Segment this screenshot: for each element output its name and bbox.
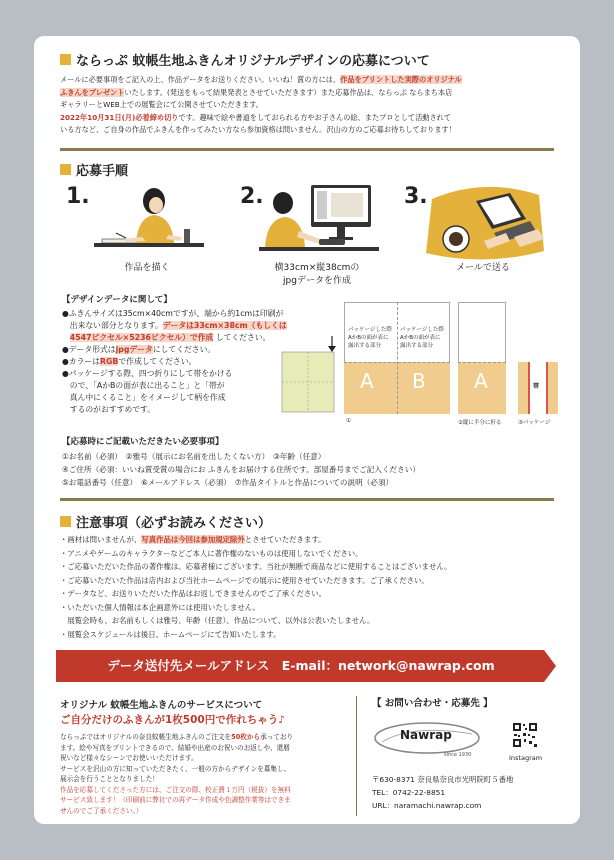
bullet-square-icon xyxy=(60,54,71,65)
diagram-note-text: パッケージした際 xyxy=(400,327,444,333)
service-line: 作品を応募してくださった方には、ご注文の際、校正費１万円（税抜）を無料 xyxy=(60,785,291,794)
design-highlight: jpgデータ xyxy=(115,345,153,354)
contact-address: 〒630-8371 奈良県奈良市光明院町５番地 xyxy=(372,775,514,784)
diagram-note-text: 露出する部分 xyxy=(348,343,382,349)
note-line: ・ご応募いただいた作品は店内および当社ホームページでの展示に使用させていただきます。ご了承ください。 xyxy=(60,575,429,585)
deadline-text: 2022年10月31日(月)必着締め切り xyxy=(60,112,179,122)
face-b-label: B xyxy=(412,369,426,393)
service-line: せんのでご了承ください。） xyxy=(60,806,143,815)
required-line: ①お名前（必須） ②雅号（展示にお名前を出したくない方） ③年齢（任意） xyxy=(62,452,326,461)
page-title xyxy=(60,50,430,69)
intro-line: ギャラリーとWEB上での展覧会にて公開させていただきます。 xyxy=(60,100,263,109)
design-text: ●カラーは xyxy=(62,357,100,366)
notes-title xyxy=(60,512,271,531)
page-title-text: ならっぷ 蚊帳生地ふきんオリジナルデザインの応募について xyxy=(76,54,430,69)
step-caption-3: メールで送る xyxy=(456,263,510,273)
design-highlight: RGB xyxy=(100,357,119,366)
design-line xyxy=(62,380,287,392)
service-line: サービスを沢山の方に知っていただきたく、一般の方からデザインを募集し、 xyxy=(60,764,291,773)
section-divider xyxy=(60,498,554,501)
fold-line xyxy=(458,362,506,363)
note-line: ・ご応募いただいた作品の著作権は、応募者様にございます。当社が無断で商品などに使用することはございません。 xyxy=(60,562,452,571)
intro-text: メールに必要事項をご記入の上、作品データをお送りください。いいね！賞の方には、 xyxy=(60,75,341,84)
service-text: ならっぷではオリジナルの奈良蚊帳生地ふきんのご注文を xyxy=(60,733,232,741)
band-label: 帯 xyxy=(533,383,540,390)
intro-highlight: 作品をプリントした実際のオリジナル xyxy=(340,75,462,84)
diagram-note-text: パッケージした際 xyxy=(348,327,392,333)
design-line: ●パッケージする際、四つ折りにして帯をかける xyxy=(62,369,233,378)
intro-line: いる方など、ご自身の作品でふきんを作ってみたい方なら参加資格は問いません。沢山の方のご応募お待ちしております！ xyxy=(60,125,456,134)
service-line: サービス致します！（印刷前に弊社での再データ作成や色調整作業等はできま xyxy=(60,796,291,804)
required-list xyxy=(62,450,420,489)
step-caption-1: 作品を描く xyxy=(124,263,170,273)
instagram-label: Instagram xyxy=(509,754,543,762)
required-line: ⑤お電話番号（任意） ⑥メールアドレス（必須） ⑦作品タイトルと作品についての説明（必須） xyxy=(62,478,394,487)
intro-line xyxy=(60,112,560,125)
service-line xyxy=(60,732,293,743)
notes-list xyxy=(60,533,452,641)
note-line: ・アニメやゲームのキャラクターなどご本人に著作権のないものは使用しないでください。 xyxy=(60,548,363,558)
required-heading: 【応募時にご記載いただきたい必要事項】 xyxy=(62,437,224,447)
design-text: 出来ない部分となります。 xyxy=(69,321,163,330)
note-line: 展覧会時も、お名前もしくは雅号、年齢（任意）、作品について、以外は公表いたしません。 xyxy=(60,616,375,625)
step-caption-2b: jpgデータを作成 xyxy=(283,276,351,286)
fold-line xyxy=(397,302,398,414)
design-heading: 【デザインデータに関して】 xyxy=(62,295,172,305)
note-text: ・画材は問いませんが、 xyxy=(60,535,142,544)
diagram-caption-3: ③パッケージ xyxy=(518,420,551,426)
contact-url[interactable]: URL：naramachi.nawrap.com xyxy=(372,801,482,810)
diagram-caption-2: ②縦に半分に折る xyxy=(458,420,502,426)
bullet-square-icon xyxy=(60,516,71,527)
design-highlight: データは33cm×38cm（もしくは xyxy=(162,321,287,330)
since-text: since 1930 xyxy=(444,752,472,758)
note-line xyxy=(60,533,452,547)
qr-code-icon[interactable] xyxy=(512,722,538,748)
design-line: ●ふきんサイズは35cm×40cmですが、端から約1cmは印刷が xyxy=(62,309,284,318)
intro-text: です。趣味で絵や書道をしておられる方やお子さんの絵、またプロとして活動されて xyxy=(178,112,452,122)
note-line: ・展覧会スケジュールは後日、ホームページにて告知いたします。 xyxy=(60,629,281,639)
fabric-full-diagram xyxy=(278,336,338,416)
step-caption-2: 横33cm×縦38cmの xyxy=(274,263,360,273)
design-text: 真ん中にくること」をイメージして柄を作成 xyxy=(69,393,226,402)
email-address-link[interactable]: データ送付先メールアドレス E-mail：network@nawrap.com xyxy=(107,658,495,673)
diagram-note-text: 露出する部分 xyxy=(400,343,434,349)
nawrap-logo xyxy=(372,720,482,760)
intro-paragraph xyxy=(60,74,560,137)
diagram-note-text: AかBの面が表に xyxy=(400,335,441,341)
design-highlight: 4547ピクセル×5236ピクセル）で作成 xyxy=(69,333,214,342)
diagram-note-text: AかBの面が表に xyxy=(348,335,389,341)
steps-title xyxy=(60,160,128,179)
computer-person-icon xyxy=(259,181,379,266)
note-highlight: 写真作品は今回は参加規定除外 xyxy=(141,535,245,544)
fold-line xyxy=(344,362,450,363)
design-text: にしてください。 xyxy=(152,345,216,354)
service-line: 展示会を行うこととなりました！ xyxy=(60,775,159,783)
design-line xyxy=(62,332,287,344)
email-banner xyxy=(56,650,556,682)
design-text: ●データ形式は xyxy=(62,345,116,354)
face-a-label-2: A xyxy=(474,369,488,393)
service-subtitle: ご自分だけのふきんが1枚500円で作れちゃう♪ xyxy=(60,714,285,726)
design-line xyxy=(62,356,287,368)
note-text: とさせていただきます。 xyxy=(244,535,326,544)
step-number-3: 3. xyxy=(404,184,428,209)
diagram-note-left xyxy=(348,326,392,350)
design-text: してください。 xyxy=(215,333,271,342)
intro-text: いたします。(発送をもって結果発表とさせていただきます）また応募作品は、ならっぷ ならまち本店 xyxy=(124,87,453,97)
service-body xyxy=(60,732,293,816)
drawing-person-icon xyxy=(94,181,204,266)
required-line: ④ご住所（必須：いいね賞受賞の場合にお ふきんをお届けする住所です。部屋番号までご記入ください） xyxy=(62,465,420,474)
note-line: ・いただいた個人情報は本企画意外には使用いたしません。 xyxy=(60,602,260,612)
laptop-mail-icon xyxy=(414,181,549,266)
design-line xyxy=(62,404,287,416)
face-a-label: A xyxy=(360,369,374,393)
logo-text: Nawrap xyxy=(400,728,452,742)
intro-line xyxy=(60,87,560,100)
note-line: ・データなど、お送りいただいた作品はお返しできませんのでご了承ください。 xyxy=(60,589,327,598)
design-bullets xyxy=(62,308,287,416)
service-line: 祝いなど様々なシーンでお使いいただけます。 xyxy=(60,754,198,762)
design-line xyxy=(62,320,287,332)
service-title: オリジナル 蚊帳生地ふきんのサービスについて xyxy=(60,700,263,711)
step-number-2: 2. xyxy=(240,184,264,209)
contact-tel: TEL：0742-22-8851 xyxy=(372,788,446,797)
service-text: 承っており xyxy=(260,733,294,741)
notes-title-text: 注意事項（必ずお読みください） xyxy=(76,516,272,531)
intro-highlight: ふきんをプレゼント xyxy=(60,87,125,97)
flyer-card xyxy=(34,36,580,824)
design-line xyxy=(62,344,287,356)
bullet-square-icon xyxy=(60,164,71,175)
design-text: ので、「AかBの面が表に出ること」と「帯が xyxy=(69,381,225,390)
service-highlight: 50枚から xyxy=(231,733,261,741)
service-line: ます。絵や写真をプリントできるので、結婚や出産のお祝いのお返しや、還暦 xyxy=(60,743,290,752)
diagram-note-right xyxy=(400,326,444,350)
design-text: で作成してください。 xyxy=(118,357,197,366)
step-number-1: 1. xyxy=(66,184,90,209)
steps-title-text: 応募手順 xyxy=(76,164,129,179)
diagram-caption-1: ① xyxy=(346,418,351,424)
intro-line xyxy=(60,74,560,87)
design-text: するのがおすすめです。 xyxy=(69,405,156,414)
section-divider xyxy=(60,148,554,151)
contact-heading: 【 お問い合わせ・応募先 】 xyxy=(372,698,493,709)
vertical-divider xyxy=(356,696,357,816)
design-line xyxy=(62,392,287,404)
